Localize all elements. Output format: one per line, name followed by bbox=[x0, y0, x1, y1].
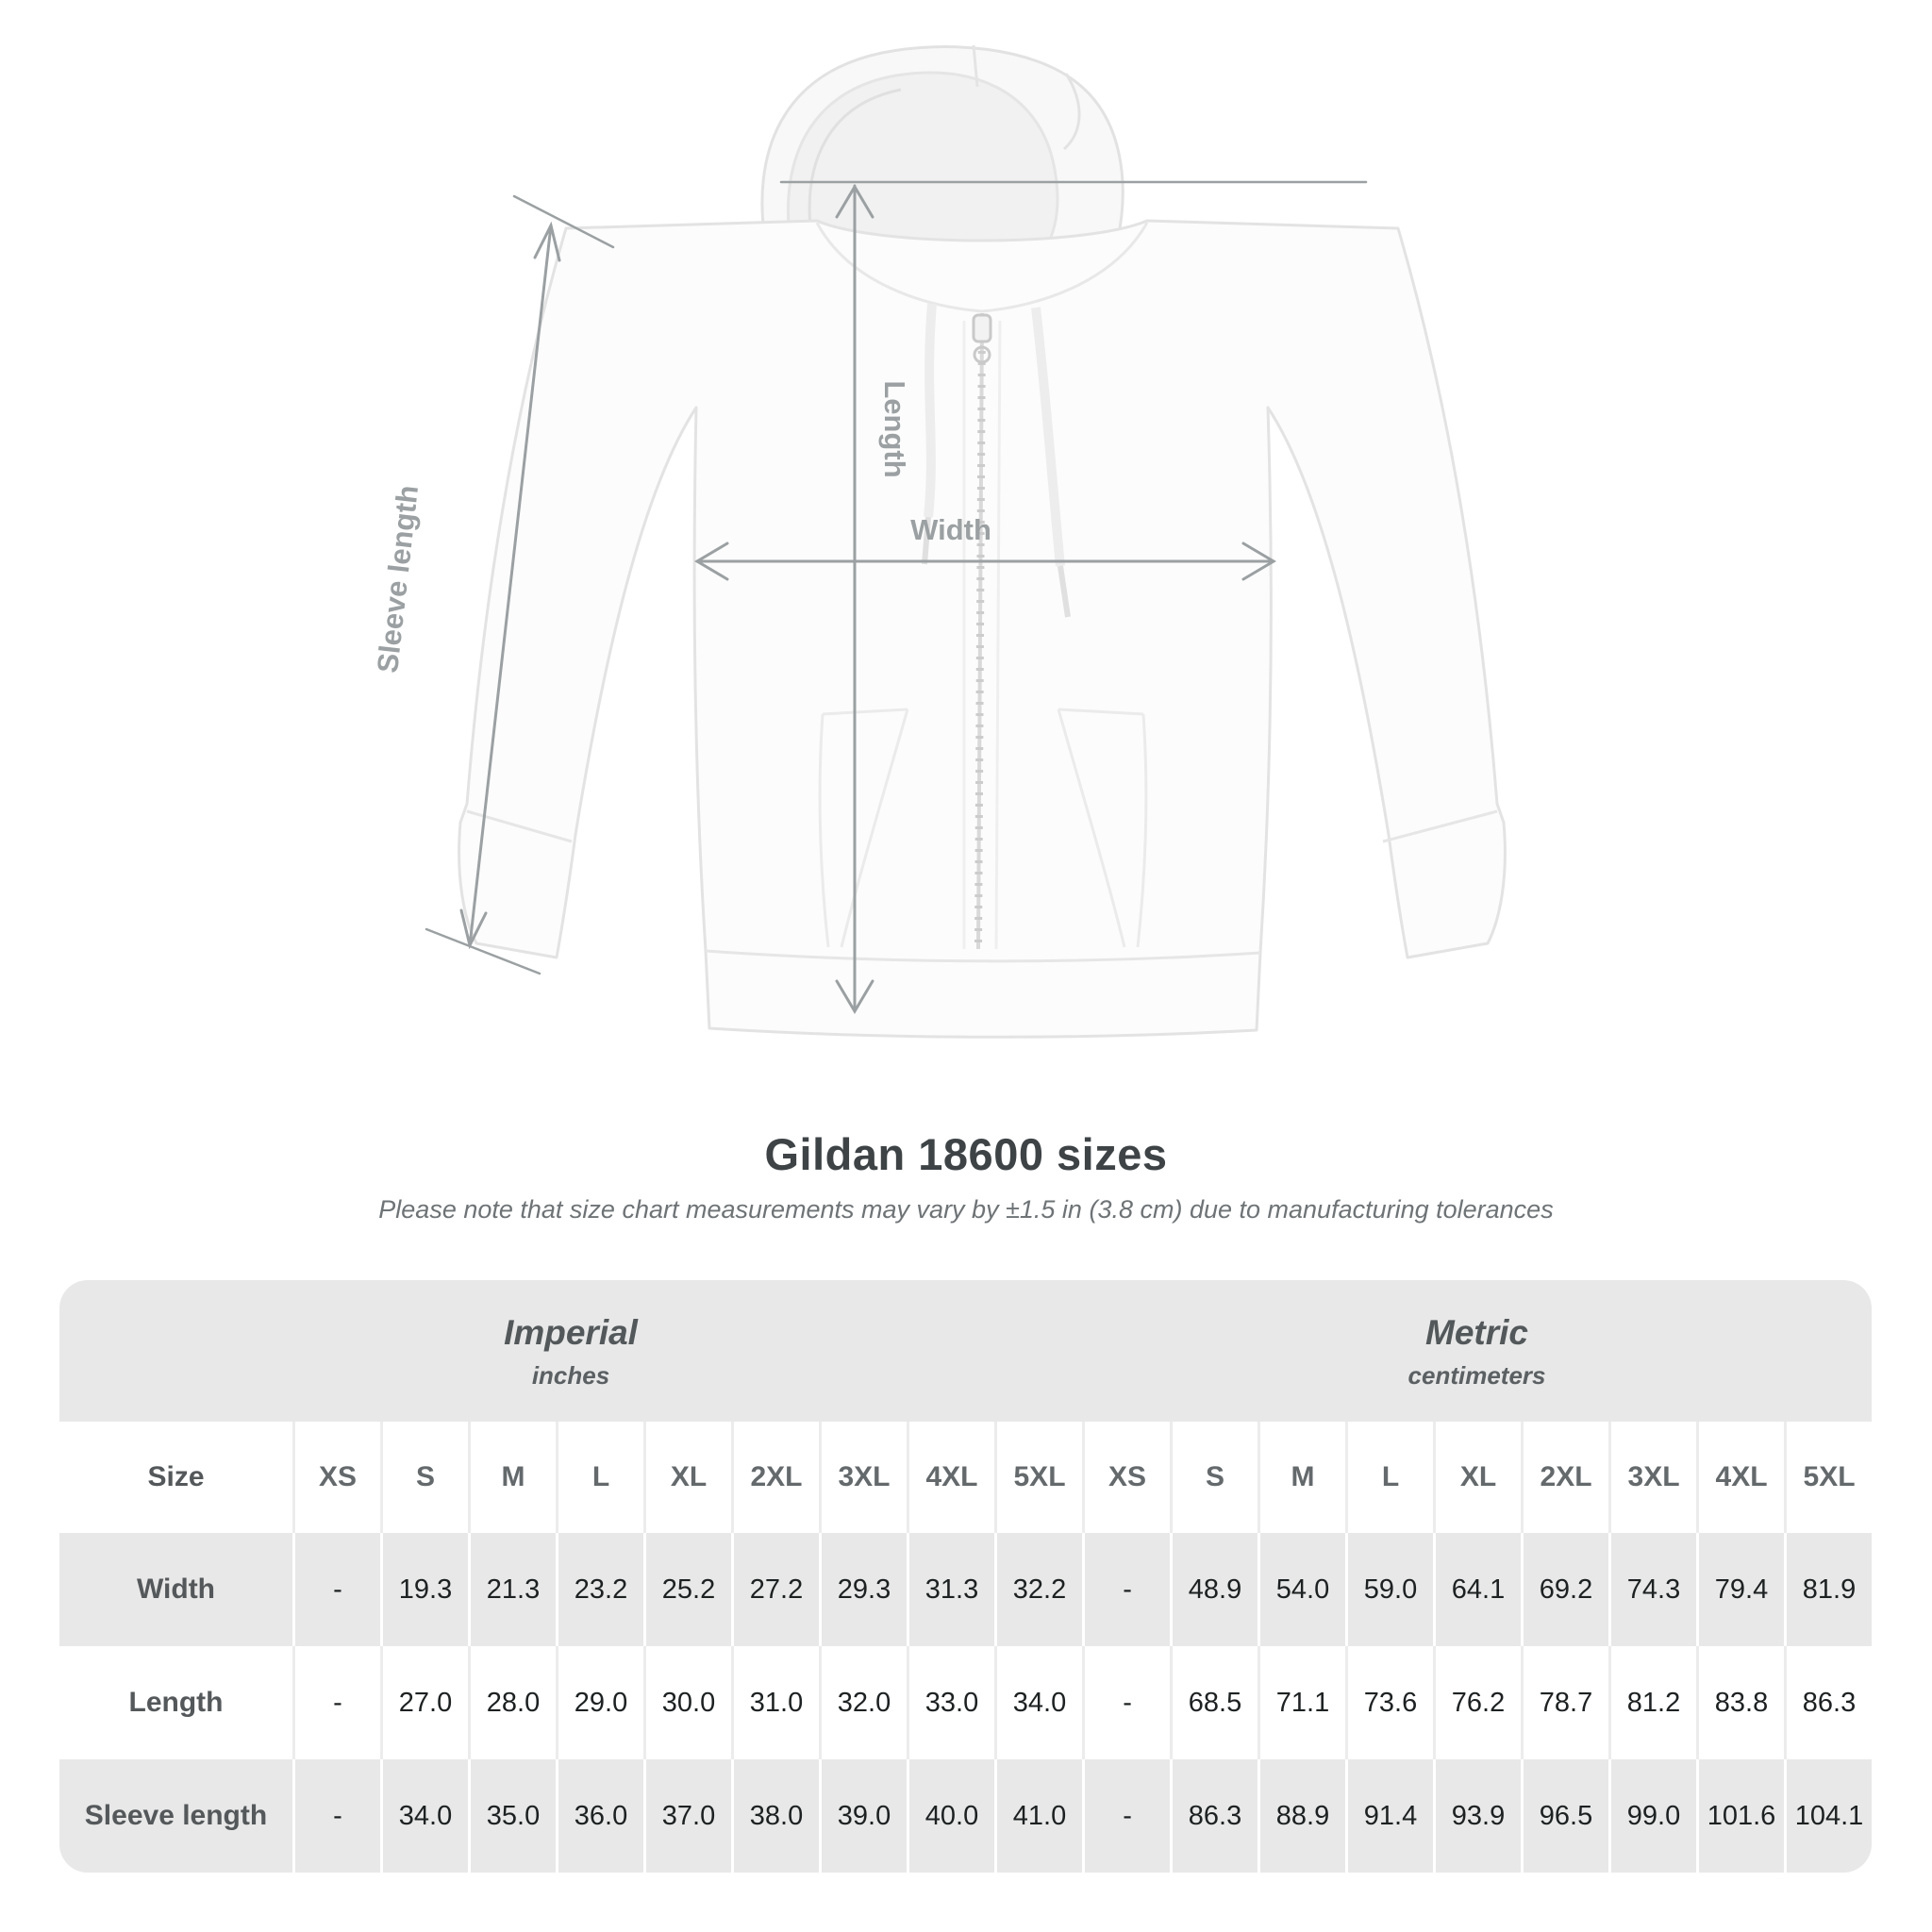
size-header-metric-s: S bbox=[1170, 1422, 1257, 1533]
cell: 38.0 bbox=[731, 1759, 819, 1873]
cell: 39.0 bbox=[819, 1759, 907, 1873]
cell: 34.0 bbox=[994, 1646, 1082, 1759]
tolerance-note: Please note that size chart measurements may vary by ±1.5 in (3.8 cm) due to manufacturing tolerances bbox=[378, 1195, 1554, 1224]
cell: 37.0 bbox=[643, 1759, 731, 1873]
cell: 29.0 bbox=[556, 1646, 643, 1759]
cell: 31.0 bbox=[731, 1646, 819, 1759]
size-header-metric-4xl: 4XL bbox=[1696, 1422, 1784, 1533]
cell: 73.6 bbox=[1345, 1646, 1433, 1759]
cell: - bbox=[292, 1759, 380, 1873]
size-header-imperial-5xl: 5XL bbox=[994, 1422, 1082, 1533]
unit-band-row bbox=[59, 1280, 1872, 1422]
cell: 27.0 bbox=[380, 1646, 468, 1759]
cell: 96.5 bbox=[1521, 1759, 1608, 1873]
cell: 74.3 bbox=[1608, 1533, 1696, 1646]
cell: 23.2 bbox=[556, 1533, 643, 1646]
size-header-imperial-s: S bbox=[380, 1422, 468, 1533]
cell: 59.0 bbox=[1345, 1533, 1433, 1646]
size-header-row bbox=[59, 1422, 1872, 1533]
size-header-imperial-xl: XL bbox=[643, 1422, 731, 1533]
cell: 86.3 bbox=[1170, 1759, 1257, 1873]
cell: 81.9 bbox=[1784, 1533, 1872, 1646]
cell: 83.8 bbox=[1696, 1646, 1784, 1759]
cell: - bbox=[1082, 1759, 1170, 1873]
size-header-imperial-l: L bbox=[556, 1422, 643, 1533]
cell: 68.5 bbox=[1170, 1646, 1257, 1759]
row-label-width: Width bbox=[59, 1533, 292, 1646]
size-header-imperial-3xl: 3XL bbox=[819, 1422, 907, 1533]
size-header-metric-2xl: 2XL bbox=[1521, 1422, 1608, 1533]
cell: 71.1 bbox=[1257, 1646, 1345, 1759]
cell: 27.2 bbox=[731, 1533, 819, 1646]
size-header-imperial-4xl: 4XL bbox=[907, 1422, 994, 1533]
cell: 34.0 bbox=[380, 1759, 468, 1873]
cell: - bbox=[292, 1646, 380, 1759]
cell: 32.0 bbox=[819, 1646, 907, 1759]
size-header-imperial-2xl: 2XL bbox=[731, 1422, 819, 1533]
cell: 31.3 bbox=[907, 1533, 994, 1646]
cell: 33.0 bbox=[907, 1646, 994, 1759]
cell: 99.0 bbox=[1608, 1759, 1696, 1873]
cell: 93.9 bbox=[1433, 1759, 1521, 1873]
size-column-header: Size bbox=[59, 1422, 292, 1533]
cell: 91.4 bbox=[1345, 1759, 1433, 1873]
size-header-metric-5xl: 5XL bbox=[1784, 1422, 1872, 1533]
cell: 64.1 bbox=[1433, 1533, 1521, 1646]
table-row-width bbox=[59, 1533, 1872, 1646]
unit-group-metric bbox=[1082, 1280, 1872, 1422]
cell: 81.2 bbox=[1608, 1646, 1696, 1759]
width-label: Width bbox=[910, 513, 991, 546]
size-header-metric-xl: XL bbox=[1433, 1422, 1521, 1533]
cell: 40.0 bbox=[907, 1759, 994, 1873]
cell: 36.0 bbox=[556, 1759, 643, 1873]
size-header-imperial-xs: XS bbox=[292, 1422, 380, 1533]
cell: 28.0 bbox=[468, 1646, 556, 1759]
cell: 104.1 bbox=[1784, 1759, 1872, 1873]
cell: - bbox=[1082, 1646, 1170, 1759]
size-header-metric-3xl: 3XL bbox=[1608, 1422, 1696, 1533]
cell: 86.3 bbox=[1784, 1646, 1872, 1759]
heading-block bbox=[0, 1128, 1932, 1224]
size-header-imperial-m: M bbox=[468, 1422, 556, 1533]
cell: 41.0 bbox=[994, 1759, 1082, 1873]
table-row-length bbox=[59, 1646, 1872, 1759]
row-label-length: Length bbox=[59, 1646, 292, 1759]
cell: 54.0 bbox=[1257, 1533, 1345, 1646]
cell: 76.2 bbox=[1433, 1646, 1521, 1759]
sleeve-length-label: Sleeve length bbox=[371, 483, 425, 675]
cell: 25.2 bbox=[643, 1533, 731, 1646]
imperial-sublabel: inches bbox=[531, 1360, 610, 1390]
row-label-sleeve-length: Sleeve length bbox=[59, 1759, 292, 1873]
metric-label: Metric bbox=[1425, 1312, 1529, 1352]
table-row-sleeve-length bbox=[59, 1759, 1872, 1873]
cell: 79.4 bbox=[1696, 1533, 1784, 1646]
cell: 30.0 bbox=[643, 1646, 731, 1759]
size-header-metric-xs: XS bbox=[1082, 1422, 1170, 1533]
metric-sublabel: centimeters bbox=[1407, 1360, 1546, 1390]
size-header-metric-m: M bbox=[1257, 1422, 1345, 1533]
cell: 19.3 bbox=[380, 1533, 468, 1646]
cell: 29.3 bbox=[819, 1533, 907, 1646]
page-title: Gildan 18600 sizes bbox=[764, 1129, 1168, 1179]
cell: 101.6 bbox=[1696, 1759, 1784, 1873]
size-table bbox=[59, 1280, 1872, 1873]
cell: 48.9 bbox=[1170, 1533, 1257, 1646]
unit-group-imperial bbox=[59, 1280, 1082, 1422]
cell: 21.3 bbox=[468, 1533, 556, 1646]
cell: 88.9 bbox=[1257, 1759, 1345, 1873]
imperial-label: Imperial bbox=[504, 1312, 638, 1352]
size-header-metric-l: L bbox=[1345, 1422, 1433, 1533]
cell: 35.0 bbox=[468, 1759, 556, 1873]
cell: 32.2 bbox=[994, 1533, 1082, 1646]
length-label: Length bbox=[878, 380, 911, 478]
cell: 78.7 bbox=[1521, 1646, 1608, 1759]
cell: - bbox=[292, 1533, 380, 1646]
cell: 69.2 bbox=[1521, 1533, 1608, 1646]
cell: - bbox=[1082, 1533, 1170, 1646]
